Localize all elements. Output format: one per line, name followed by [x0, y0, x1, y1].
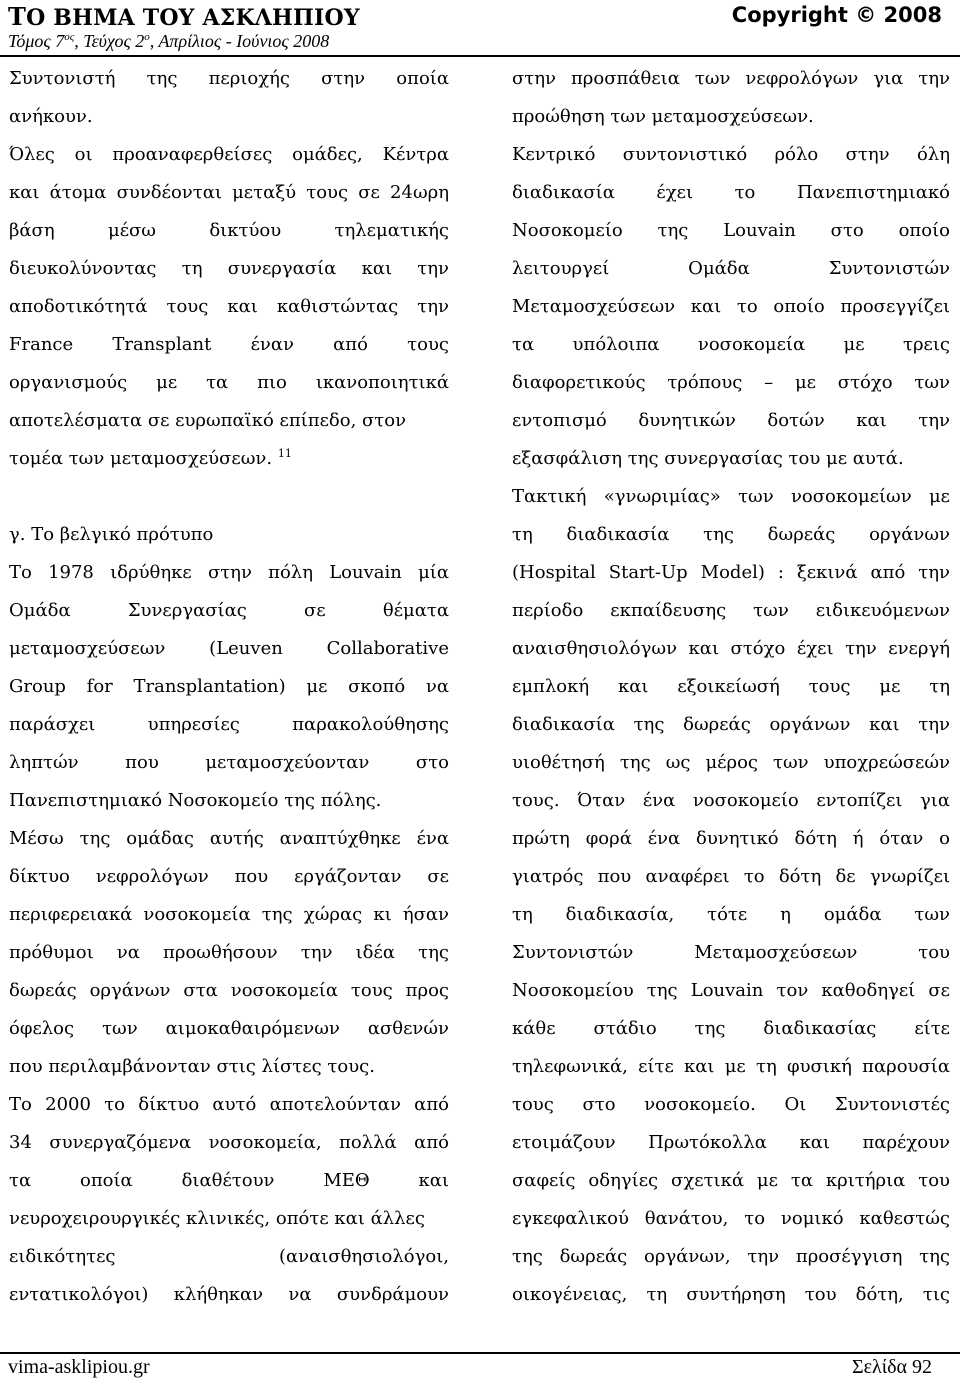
text-line-content: Συντονιστή της περιοχής στην οποία: [9, 68, 449, 89]
text-line: [512, 782, 950, 820]
text-line-content: εγκεφαλικού θανάτου, το νομικό καθεστώς: [512, 1208, 950, 1229]
text-line-content: πρόθυμοι να προωθήσουν την ιδέα της: [9, 942, 449, 963]
journal-title: [8, 2, 360, 31]
text-line: [512, 516, 950, 554]
text-line: [512, 1124, 950, 1162]
text-line: [512, 1162, 950, 1200]
text-line-content: διαδικασία της δωρεάς οργάνων και την: [512, 714, 950, 735]
text-line-content: υιοθέτησή της ως μέρος των υποχρεώσεών: [512, 752, 950, 773]
text-line-content: περίοδο εκπαίδευσης των ειδικευόμενων: [512, 600, 950, 621]
text-line-content: οικογένειας, τη συντήρηση του δότη, τις: [512, 1284, 950, 1305]
text-line: [512, 630, 950, 668]
text-line: [9, 250, 449, 288]
text-line: [512, 1238, 950, 1276]
text-line-content: νευροχειρουργικές κλινικές, οπότε και άλλες: [9, 1208, 425, 1229]
text-line: [9, 668, 449, 706]
text-line-content: αποδοτικότητά τους και καθιστώντας την: [9, 296, 449, 317]
text-line: [9, 972, 449, 1010]
text-line: [9, 478, 449, 516]
text-line: [9, 1048, 449, 1086]
text-line: [512, 402, 950, 440]
text-line: [9, 592, 449, 630]
text-line-content: τα υπόλοιπα νοσοκομεία με τρεις: [512, 334, 950, 355]
text-line-content: λειτουργεί Ομάδα Συντονιστών: [512, 258, 950, 279]
text-line: [512, 934, 950, 972]
text-line: [9, 136, 449, 174]
issue-number: , Τεύχος 2: [74, 31, 145, 51]
text-line: [512, 250, 950, 288]
text-line: [9, 1276, 449, 1314]
text-line-content: δίκτυο νεφρολόγων που εργάζονταν σε: [9, 866, 449, 887]
text-line: [9, 1200, 449, 1238]
text-line: [9, 98, 449, 136]
text-line: [9, 1238, 449, 1276]
footnote-reference: 11: [277, 447, 292, 460]
footer-rule: [0, 1352, 960, 1354]
text-line-content: που περιλαμβάνονταν στις λίστες τους.: [9, 1056, 375, 1077]
text-line-content: Νοσοκομείου της Louvain τον καθοδηγεί σε: [512, 980, 950, 1001]
text-line-content: ετοιμάζουν Πρωτόκολλα και παρέχουν: [512, 1132, 950, 1153]
text-line-content: Group for Transplantation) με σκοπό να: [9, 676, 449, 697]
text-line-content: όφελος των αιμοκαθαιρόμενων ασθενών: [9, 1018, 449, 1039]
issue-volume: Τόμος 7: [8, 31, 65, 51]
text-line-content: δωρεάς οργάνων στα νοσοκομεία τους προς: [9, 980, 449, 1001]
text-line: [512, 98, 950, 136]
text-line-content: Νοσοκομείο της Louvain στο οποίο: [512, 220, 950, 241]
footer-website: vima-asklipiou.gr: [8, 1356, 150, 1378]
text-line: [512, 440, 950, 478]
text-line: [512, 212, 950, 250]
text-line: [9, 630, 449, 668]
text-line-content: Κεντρικό συντονιστικό ρόλο στην όλη: [512, 144, 950, 165]
text-line-content: Τακτική «γνωριμίας» των νοσοκομείων με: [512, 486, 950, 507]
text-line: [9, 1162, 449, 1200]
text-line: [9, 1010, 449, 1048]
text-line-content: διευκολύνοντας τη συνεργασία και την: [9, 258, 449, 279]
text-line-content: αναισθησιολόγων και στόχο έχει την ενεργή: [512, 638, 950, 659]
text-line: [512, 288, 950, 326]
text-line-content: διαφορετικούς τρόπους – με στόχο των: [512, 372, 950, 393]
text-line: [512, 592, 950, 630]
text-line: [512, 744, 950, 782]
text-line: [512, 136, 950, 174]
issue-info: [8, 31, 329, 52]
text-line: [512, 326, 950, 364]
issue-number-suffix: ο: [144, 31, 150, 43]
text-line: [9, 288, 449, 326]
text-line-content: Όλες οι προαναφερθείσες ομάδες, Κέντρα: [9, 144, 449, 165]
text-line-content: τα οποία διαθέτουν ΜΕΘ και: [9, 1170, 449, 1191]
text-line-content: σαφείς οδηγίες σχετικά με τα κριτήρια του: [512, 1170, 950, 1191]
text-line: [512, 858, 950, 896]
text-line: [512, 1086, 950, 1124]
text-line-content: βάση μέσω δικτύου τηλεματικής: [9, 220, 449, 241]
text-line-content: Συντονιστών Μεταμοσχεύσεων του: [512, 942, 950, 963]
text-line: [9, 1124, 449, 1162]
text-line: [9, 858, 449, 896]
text-line-content: (Hospital Start-Up Model) : ξεκινά από την: [512, 562, 950, 583]
text-line-content: πρώτη φορά ένα δυνητικό δότη ή όταν ο: [512, 828, 950, 849]
text-line: [512, 1048, 950, 1086]
text-line-content: της δωρεάς οργάνων, την προσέγγιση της: [512, 1246, 950, 1267]
text-line: [9, 820, 449, 858]
text-line-content: οργανισμούς με τα πιο ικανοποιητικά: [9, 372, 449, 393]
text-line: [9, 1086, 449, 1124]
text-line-content: περιφερειακά νοσοκομεία της χώρας κι ήσαν: [9, 904, 449, 925]
text-line-content: τηλεφωνικά, είτε και με τη φυσική παρουσία: [512, 1056, 950, 1077]
text-line: [9, 440, 449, 478]
text-line: [9, 744, 449, 782]
text-line: [9, 516, 449, 554]
text-line-content: ειδικότητες (αναισθησιολόγοι,: [9, 1246, 449, 1267]
header-rule: [0, 55, 960, 57]
text-line: [9, 934, 449, 972]
journal-title-initial: Τ: [8, 2, 27, 31]
text-line: [512, 1010, 950, 1048]
text-line-content: μεταμοσχεύσεων (Leuven Collaborative: [9, 638, 449, 659]
text-line: [9, 554, 449, 592]
text-line: [512, 554, 950, 592]
text-line-content: εντοπισμό δυνητικών δοτών και την: [512, 410, 950, 431]
text-line: [9, 402, 449, 440]
text-line-content: France Transplant έναν από τους: [9, 334, 449, 355]
text-line: [9, 782, 449, 820]
text-line-content: στην προσπάθεια των νεφρολόγων για την: [512, 68, 950, 89]
text-line: [9, 896, 449, 934]
left-column: [9, 60, 449, 1314]
text-line: [512, 60, 950, 98]
page-number: Σελίδα 92: [851, 1356, 932, 1378]
issue-period: , Απρίλιος - Ιούνιος 2008: [149, 31, 330, 51]
text-line: [9, 212, 449, 250]
text-line-content: Μεταμοσχεύσεων και το οποίο προσεγγίζει: [512, 296, 950, 317]
text-line: [9, 364, 449, 402]
text-line-content: και άτομα συνδέονται μεταξύ τους σε 24ωρη: [9, 182, 449, 203]
text-line-content: κάθε στάδιο της διαδικασίας είτε: [512, 1018, 950, 1039]
page-header: [0, 0, 960, 58]
text-line-content: γ. Το βελγικό πρότυπο: [9, 524, 214, 545]
text-line-content: διαδικασία έχει το Πανεπιστημιακό: [512, 182, 950, 203]
text-line: [9, 326, 449, 364]
text-line: [512, 706, 950, 744]
text-line: [512, 1200, 950, 1238]
text-line-content: Μέσω της ομάδας αυτής αναπτύχθηκε ένα: [9, 828, 449, 849]
journal-title-rest: Ο ΒΗΜΑ ΤΟΥ ΑΣΚΛΗΠΙΟΥ: [26, 5, 360, 31]
text-line-content: Πανεπιστημιακό Νοσοκομείο της πόλης.: [9, 790, 382, 811]
text-line-content: ανήκουν.: [9, 106, 93, 127]
text-line-content: Το 1978 ιδρύθηκε στην πόλη Louvain μία: [9, 562, 449, 583]
right-column: [512, 60, 950, 1314]
text-line-content: 34 συνεργαζόμενα νοσοκομεία, πολλά από: [9, 1132, 449, 1153]
text-line: [512, 1276, 950, 1314]
text-line: [512, 972, 950, 1010]
text-line: [9, 60, 449, 98]
text-line: [512, 364, 950, 402]
text-line-content: προώθηση των μεταμοσχεύσεων.: [512, 106, 814, 127]
text-line-content: εμπλοκή και εξοικείωσή τους με τη: [512, 676, 950, 697]
text-line: [512, 668, 950, 706]
text-line-content: παράσχει υπηρεσίες παρακολούθησης: [9, 714, 449, 735]
text-line-content: τους. Όταν ένα νοσοκομείο εντοπίζει για: [512, 790, 950, 811]
text-line-content: ληπτών που μεταμοσχεύονταν στο: [9, 752, 449, 773]
text-line-content: αποτελέσματα σε ευρωπαϊκό επίπεδο, στον: [9, 410, 407, 431]
text-line: [512, 478, 950, 516]
text-line-content: τομέα των μεταμοσχεύσεων.: [9, 448, 273, 469]
text-line-content: τη διαδικασία της δωρεάς οργάνων: [512, 524, 950, 545]
text-line-content: Ομάδα Συνεργασίας σε θέματα: [9, 600, 449, 621]
text-line-content: γιατρός που αναφέρει το δότη δε γνωρίζει: [512, 866, 950, 887]
text-line: [512, 174, 950, 212]
copyright-notice: Copyright © 2008: [731, 3, 942, 27]
text-line-content: εντατικολόγοι) κλήθηκαν να συνδράμουν: [9, 1284, 449, 1305]
text-line-content: τη διαδικασία, τότε η ομάδα των: [512, 904, 950, 925]
text-line: [9, 706, 449, 744]
text-line-content: εξασφάλιση της συνεργασίας του με αυτά.: [512, 448, 904, 469]
text-line-content: Το 2000 το δίκτυο αυτό αποτελούνταν από: [9, 1094, 449, 1115]
text-line: [512, 820, 950, 858]
text-line: [512, 896, 950, 934]
issue-volume-suffix: ος: [64, 31, 75, 43]
text-line-content: τους στο νοσοκομείο. Οι Συντονιστές: [512, 1094, 950, 1115]
text-line: [9, 174, 449, 212]
